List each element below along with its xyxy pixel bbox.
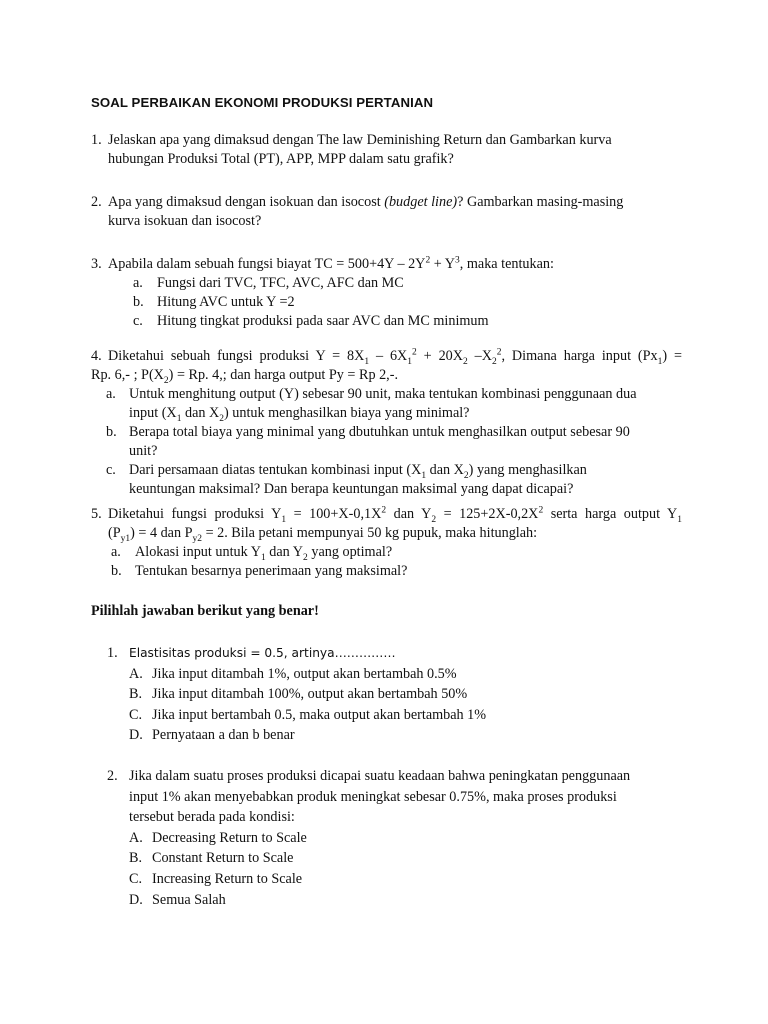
question-number: 4.: [91, 348, 102, 364]
question-number: 1.: [91, 132, 102, 148]
sub-question-list: [111, 543, 682, 581]
document-title: SOAL PERBAIKAN EKONOMI PRODUKSI PERTANIAN: [91, 95, 434, 110]
section-heading: Pilihlah jawaban berikut yang benar!: [91, 603, 319, 619]
option: B. Constant Return to Scale: [129, 850, 294, 867]
sub-question-list: [106, 385, 682, 499]
question-5: [91, 505, 682, 581]
sub-question-list: [133, 274, 691, 331]
question-number: 2.: [91, 194, 102, 210]
question-line: Jika dalam suatu proses produksi dicapai suatu keadaan bahwa peningkatan penggunaan: [129, 768, 631, 784]
budget-line-term: (budget line): [384, 194, 458, 210]
option: D. Semua Salah: [129, 891, 226, 908]
question-number: 5.: [91, 506, 102, 522]
option: D. Pernyataan a dan b benar: [129, 727, 295, 744]
question-4: [91, 347, 682, 499]
option: B. Jika input ditambah 100%, output akan bertambah 50%: [129, 686, 468, 703]
question-line: kurva isokuan dan isocost?: [108, 213, 262, 229]
option: C. Jika input bertambah 0.5, maka output akan bertambah 1%: [129, 706, 487, 723]
multiple-choice-2: [107, 766, 687, 910]
option-list: [129, 664, 687, 746]
question-3: [91, 255, 691, 331]
question-2: [91, 193, 691, 231]
question-line: tersebut berada pada kondisi:: [129, 809, 295, 826]
question-number: 3.: [91, 256, 102, 272]
sub-question: b. Tentukan besarnya penerimaan yang maksimal?: [111, 563, 408, 579]
question-text: Elastisitas produksi = 0.5, artinya……………: [129, 646, 396, 660]
sub-question: a. Alokasi input untuk $Y_1$ dan $Y_2$ yang optimal?: [111, 544, 393, 563]
option: C. Increasing Return to Scale: [129, 870, 303, 887]
question-line: input 1% akan menyebabkan produk meningkat sebesar 0.75%, maka proses produksi: [129, 788, 617, 805]
sub-question: c. Dari persamaan diatas tentukan kombinasi input ($X_1$ dan $X_2$) yang menghasilkan keuntungan maksimal? Dan berapa keuntungan maksimal yang dapat dicapai?: [106, 462, 587, 497]
sub-question: a. Untuk menghitung output (Y) sebesar 90 unit, maka tentukan kombinasi penggunaan dua input ($X_1$ dan $X_2$) untuk menghasilkan biaya yang minimal?: [106, 386, 637, 424]
multiple-choice-1: [107, 643, 687, 746]
option-list: [129, 828, 687, 910]
sub-question: a. Fungsi dari TVC, TFC, AVC, AFC dan MC: [133, 275, 404, 291]
sub-question: b. Hitung AVC untuk Y =2: [133, 294, 295, 310]
question-line: Apabila dalam sebuah fungsi biayat TC = $500+4Y - 2Y^2 + Y^3$, maka tentukan:: [108, 255, 554, 272]
question-line: hubungan Produksi Total (PT), APP, MPP dalam satu grafik?: [108, 151, 454, 167]
question-line: Rp. 6,- ; $P(X_2) = Rp$. 4,; dan harga output Py = Rp 2,-.: [91, 367, 398, 386]
sub-question: b. Berapa total biaya yang minimal yang dbutuhkan untuk menghasilkan output sebesar 90 unit?: [106, 424, 630, 459]
question-line: Diketahui sebuah fungsi produksi $Y = 8X_1 - 6X_1^2 + 20X_2$ $-X_2^2$, Dimana harga input $(Px_1)$ =: [108, 347, 683, 367]
sub-question: c. Hitung tingkat produksi pada saar AVC dan MC minimum: [133, 313, 489, 329]
question-line: Apa yang dimaksud dengan isokuan dan isocost (budget line)? Gambarkan masing-masing: [108, 194, 624, 210]
question-number: 1.: [107, 645, 118, 661]
question-line: Diketahui fungsi produksi $Y_1 = 100+X-0,1X^2$ dan $Y_2 = 125+2X-0,2X^2$ serta harga output $Y_1$: [108, 505, 682, 525]
question-number: 2.: [107, 768, 118, 784]
option: A. Jika input ditambah 1%, output akan bertambah 0.5%: [129, 665, 457, 682]
question-line: $(P_{y1}) = 4$ dan $P_{y2} = 2$. Bila petani mempunyai 50 kg pupuk, maka hitunglah:: [108, 525, 538, 544]
question-line: Jelaskan apa yang dimaksud dengan The law Deminishing Return dan Gambarkan kurva: [108, 132, 612, 148]
question-1: [91, 131, 691, 169]
option: A. Decreasing Return to Scale: [129, 829, 307, 846]
